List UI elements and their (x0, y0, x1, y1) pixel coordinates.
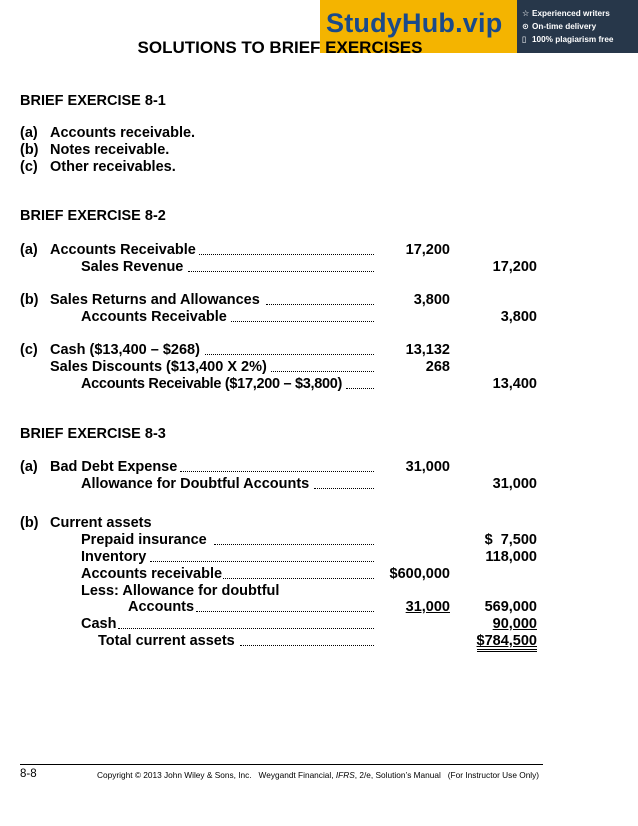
feature-label: On-time delivery (532, 22, 597, 31)
debit-amount: 31,000 (405, 459, 450, 475)
clock-icon: ⊙ (522, 22, 529, 31)
entry-label: (a) (20, 459, 38, 475)
leader-dots (199, 253, 374, 255)
asset-line: Less: Allowance for doubtful (81, 583, 280, 599)
entry-account: Accounts Receivable ($17,200 – $3,800) (81, 376, 343, 392)
leader-dots (150, 560, 374, 562)
leader-dots (231, 320, 374, 322)
asset-line: Accounts (128, 599, 195, 615)
entry-account: Cash ($13,400 – $268) (50, 342, 200, 358)
entry-label: (b) (20, 292, 39, 308)
debit-amount: 13,132 (405, 342, 450, 358)
entry-account: Sales Discounts ($13,400 X 2%) (50, 359, 267, 375)
total-amount (460, 633, 537, 652)
be81-heading: BRIEF EXERCISE 8-1 (20, 93, 166, 109)
leader-dots (223, 577, 374, 579)
credit-amount: 13,400 (492, 376, 537, 392)
entry-account: Sales Returns and Allowances (50, 292, 260, 308)
star-icon: ☆ (522, 9, 530, 18)
page-title: SOLUTIONS TO BRIEF EXERCISES (137, 38, 423, 57)
asset-subamount: $600,000 (389, 566, 450, 582)
asset-line: Inventory (81, 549, 147, 565)
be82-heading: BRIEF EXERCISE 8-2 (20, 208, 166, 224)
list-item: Accounts receivable. (50, 125, 196, 141)
debit-amount: 3,800 (413, 292, 450, 308)
banner-overlay-spacer (320, 0, 638, 53)
debit-amount: 17,200 (405, 242, 450, 258)
list-label: (b) (20, 142, 39, 158)
feature-label: Experienced writers (532, 9, 610, 18)
asset-amount: 90,000 (492, 616, 537, 632)
credit-amount: 17,200 (492, 259, 537, 275)
debit-amount: 268 (425, 359, 450, 375)
asset-line: Accounts receivable (81, 566, 223, 582)
entry-label: (b) (20, 515, 39, 531)
copyright-prefix: Copyright © 2013 John Wiley & Sons, Inc. Weygandt Financial, (97, 770, 336, 780)
copyright-suffix: , 2/e, Solution’s Manual (For Instructor Use Only) (354, 770, 540, 780)
leader-dots (205, 353, 374, 355)
entry-account: Bad Debt Expense (50, 459, 178, 475)
entry-label: (c) (20, 342, 38, 358)
leader-dots (314, 487, 374, 489)
leader-dots (180, 470, 374, 472)
page-number: 8-8 (20, 768, 37, 780)
list-label: (c) (20, 159, 38, 175)
document-icon: ▯ (522, 35, 527, 44)
entry-account: Allowance for Doubtful Accounts (81, 476, 310, 492)
leader-dots (196, 610, 374, 612)
copyright-italic: IFRS (335, 770, 355, 780)
copyright-line (97, 770, 539, 780)
leader-dots (266, 303, 374, 305)
credit-amount: 31,000 (492, 476, 537, 492)
be83-heading: BRIEF EXERCISE 8-3 (20, 426, 166, 442)
leader-dots (214, 543, 374, 545)
asset-line: Cash (81, 616, 117, 632)
leader-dots (346, 387, 374, 389)
list-label: (a) (20, 125, 38, 141)
total-amount-value: $784,500 (477, 634, 537, 652)
leader-dots (188, 270, 374, 272)
leader-dots (240, 644, 374, 646)
entry-account: Accounts Receivable (50, 242, 196, 258)
entry-account: Accounts Receivable (81, 309, 227, 325)
entry-account: Sales Revenue (81, 259, 184, 275)
asset-line: Prepaid insurance (81, 532, 207, 548)
total-line: Total current assets (98, 633, 235, 649)
asset-amount: 569,000 (484, 599, 537, 615)
asset-amount: $ 7,500 (484, 532, 537, 548)
leader-dots (118, 627, 374, 629)
list-item: Other receivables. (50, 159, 176, 175)
studyhub-logo[interactable]: StudyHub.vip (326, 8, 503, 38)
leader-dots (271, 370, 374, 372)
section-heading: Current assets (50, 515, 152, 531)
entry-label: (a) (20, 242, 38, 258)
feature-label: 100% plagiarism free (532, 35, 614, 44)
asset-amount: 118,000 (485, 549, 537, 565)
list-item: Notes receivable. (50, 142, 170, 158)
asset-subamount: 31,000 (405, 599, 450, 615)
footer-divider (20, 764, 543, 765)
credit-amount: 3,800 (500, 309, 537, 325)
